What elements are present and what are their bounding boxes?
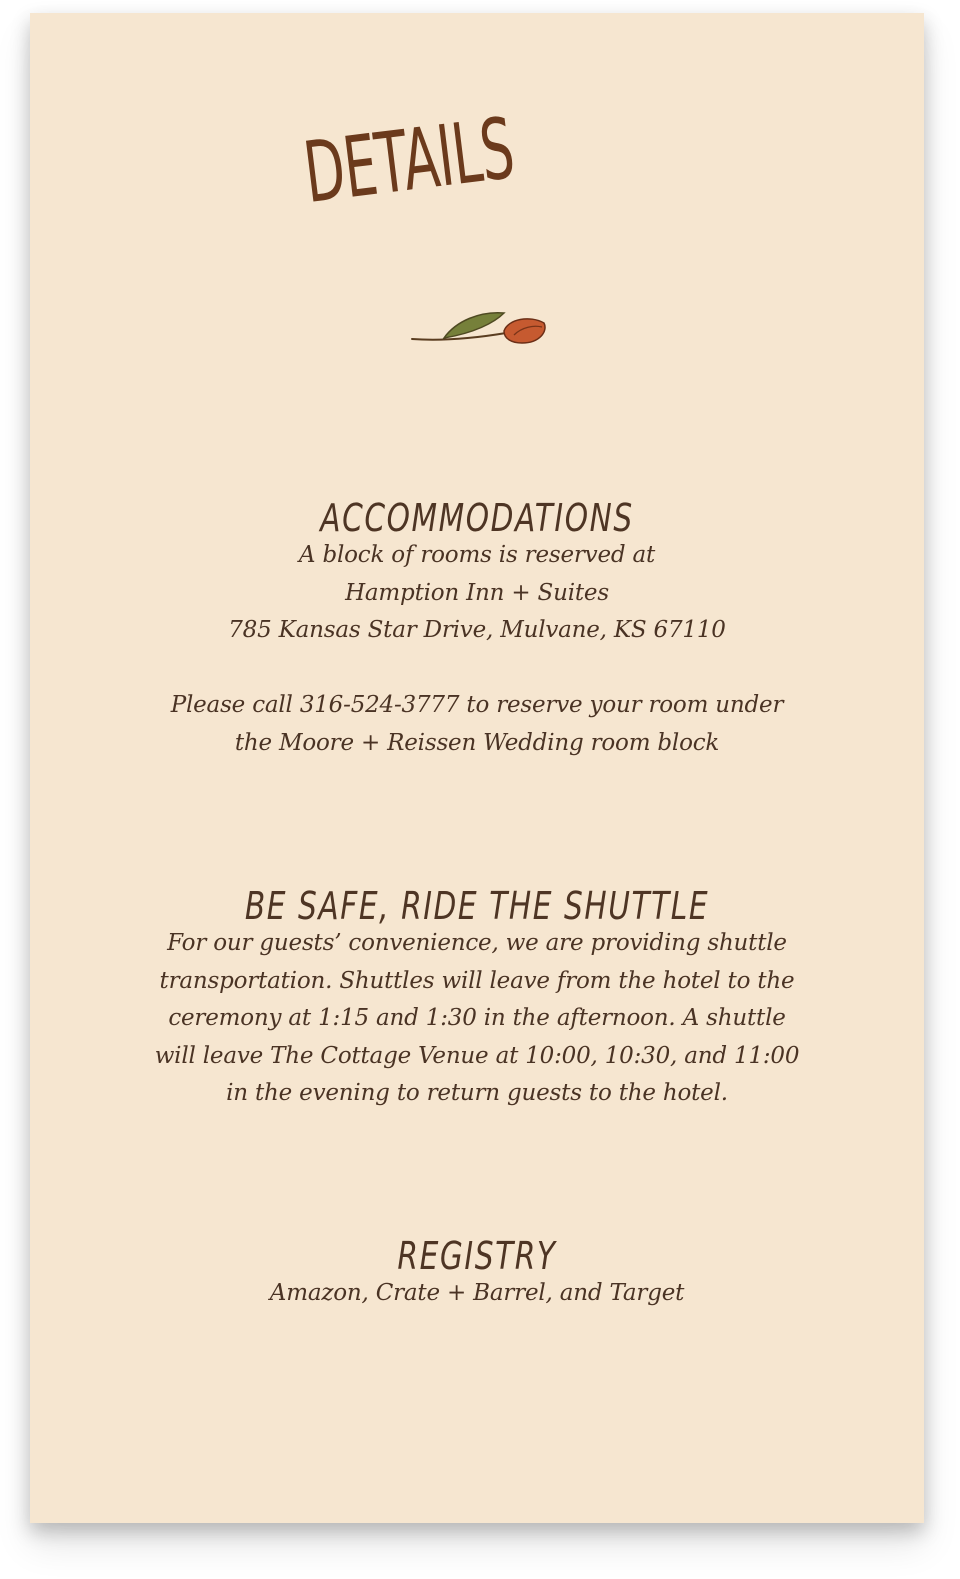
hotel-name: Hamption Inn + Suites <box>345 579 609 606</box>
page-title: DETAILS <box>298 99 519 222</box>
shuttle-section <box>30 885 924 1113</box>
shuttle-line: For our guests’ convenience, we are providing shuttle <box>167 930 787 956</box>
title-area <box>30 73 924 243</box>
registry-text <box>30 1275 924 1313</box>
shuttle-line: in the evening to return guests to the hotel. <box>226 1080 728 1106</box>
hotel-address: 785 Kansas Star Drive, Mulvane, KS 67110 <box>228 617 726 643</box>
registry-section <box>30 1235 924 1313</box>
accommodations-heading: ACCOMMODATIONS <box>320 496 634 540</box>
details-card <box>30 13 924 1523</box>
shuttle-line: transportation. Shuttles will leave from the hotel to the <box>159 967 795 994</box>
shuttle-heading: BE SAFE, RIDE THE SHUTTLE <box>244 884 710 928</box>
accommodations-text <box>30 537 924 762</box>
paragraph-gap <box>30 650 924 688</box>
shuttle-line: ceremony at 1:15 and 1:30 in the afternoon. A shuttle <box>168 1005 786 1031</box>
reservation-line: Please call 316-524-3777 to reserve your room under <box>170 692 784 718</box>
registry-heading: REGISTRY <box>397 1234 557 1278</box>
rose-bud-icon <box>410 303 550 349</box>
shuttle-line: will leave The Cottage Venue at 10:00, 10:30, and 11:00 <box>154 1042 800 1069</box>
shuttle-text <box>30 925 924 1113</box>
reservation-line: the Moore + Reissen Wedding room block <box>234 729 720 756</box>
registry-line: Amazon, Crate + Barrel, and Target <box>269 1280 685 1306</box>
accommodations-section <box>30 497 924 762</box>
accommodations-line: A block of rooms is reserved at <box>298 542 656 568</box>
bud-flower <box>504 319 545 343</box>
